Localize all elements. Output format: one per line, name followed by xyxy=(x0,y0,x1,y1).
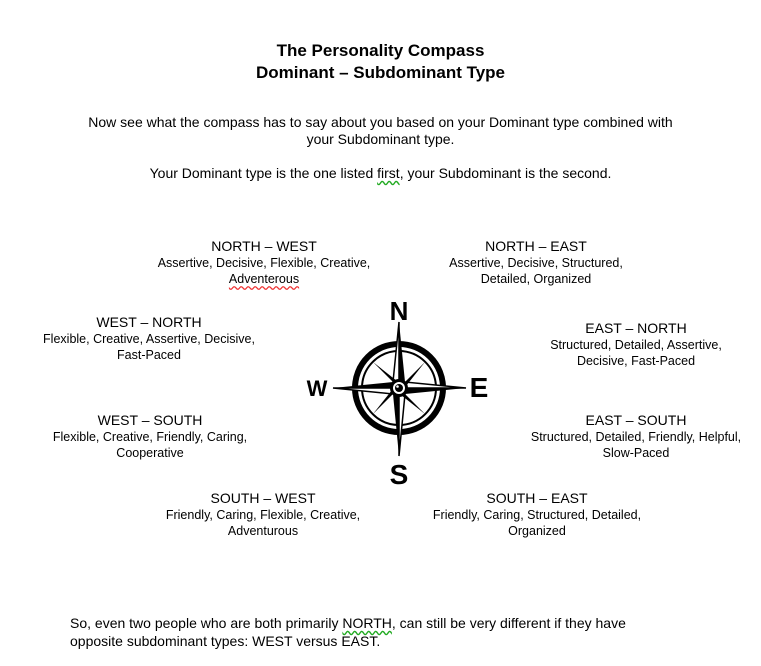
type-traits-line-1: Flexible, Creative, Friendly, Caring, xyxy=(52,430,248,444)
type-traits-line-2: Detailed, Organized xyxy=(480,272,592,286)
intro-text-after: , your Subdominant is the second. xyxy=(399,165,612,181)
compass-center xyxy=(390,379,408,397)
type-traits-line-1: Friendly, Caring, Structured, Detailed, xyxy=(432,508,642,522)
intro-text-before: Your Dominant type is the one listed xyxy=(149,165,378,181)
compass-label-s: S xyxy=(389,459,409,488)
type-traits-line-2: Adventerous xyxy=(228,272,300,286)
compass-label-n: N xyxy=(389,296,409,326)
intro-paragraph-2 xyxy=(0,165,761,182)
type-south-west xyxy=(148,490,378,539)
type-traits-line-1: Assertive, Decisive, Flexible, Creative, xyxy=(157,256,371,270)
type-traits-line-2: Organized xyxy=(508,524,566,538)
type-south-east xyxy=(418,490,656,539)
type-traits-line-1: Assertive, Decisive, Structured, xyxy=(449,256,623,270)
footer-paragraph xyxy=(70,614,690,650)
footer-line-2: opposite subdominant types: WEST versus EAST. xyxy=(70,633,381,649)
type-west-north xyxy=(28,314,270,363)
type-traits-line-1: Structured, Detailed, Assertive, xyxy=(550,338,722,352)
compass-label-w: W xyxy=(306,376,328,401)
type-traits-line-1: Structured, Detailed, Friendly, Helpful, xyxy=(530,430,742,444)
footer-text-after: , can still be very different if they have xyxy=(391,615,626,631)
type-traits-line-2: Slow-Paced xyxy=(602,446,670,460)
type-heading: EAST – SOUTH xyxy=(585,412,687,428)
type-traits-line-2: Cooperative xyxy=(116,446,184,460)
type-east-north xyxy=(530,320,742,369)
type-heading: SOUTH – EAST xyxy=(486,490,588,506)
type-north-east xyxy=(418,238,654,287)
type-traits-line-1: Friendly, Caring, Flexible, Creative, xyxy=(165,508,361,522)
intro-line-2: your Subdominant type. xyxy=(306,131,455,147)
compass-rose-illustration xyxy=(300,296,490,488)
type-north-west xyxy=(140,238,388,287)
title-line-2: Dominant – Subdominant Type xyxy=(255,63,506,82)
type-heading: WEST – SOUTH xyxy=(97,412,203,428)
type-traits-line-2: Fast-Paced xyxy=(117,348,181,362)
type-heading: NORTH – EAST xyxy=(485,238,587,254)
type-heading: EAST – NORTH xyxy=(585,320,687,336)
type-heading: SOUTH – WEST xyxy=(210,490,316,506)
title-line-1: The Personality Compass xyxy=(276,41,485,60)
footer-text-before: So, even two people who are both primarily xyxy=(70,615,343,631)
type-west-south xyxy=(36,412,264,461)
intro-line-1: Now see what the compass has to say about you based on your Dominant type combined with xyxy=(88,114,673,130)
intro-paragraph-1 xyxy=(0,114,761,148)
type-heading: WEST – NORTH xyxy=(96,314,202,330)
type-traits-line-1: Flexible, Creative, Assertive, Decisive, xyxy=(43,332,255,346)
type-heading: NORTH – WEST xyxy=(211,238,317,254)
intro-emphasis-first: first xyxy=(377,165,400,181)
compass-label-e: E xyxy=(469,372,489,403)
type-traits-line-2: Decisive, Fast-Paced xyxy=(576,354,696,368)
type-traits-line-2: Adventurous xyxy=(227,524,299,538)
type-east-south xyxy=(516,412,756,461)
page-title xyxy=(0,40,761,84)
footer-emphasis-north: NORTH xyxy=(342,615,392,631)
